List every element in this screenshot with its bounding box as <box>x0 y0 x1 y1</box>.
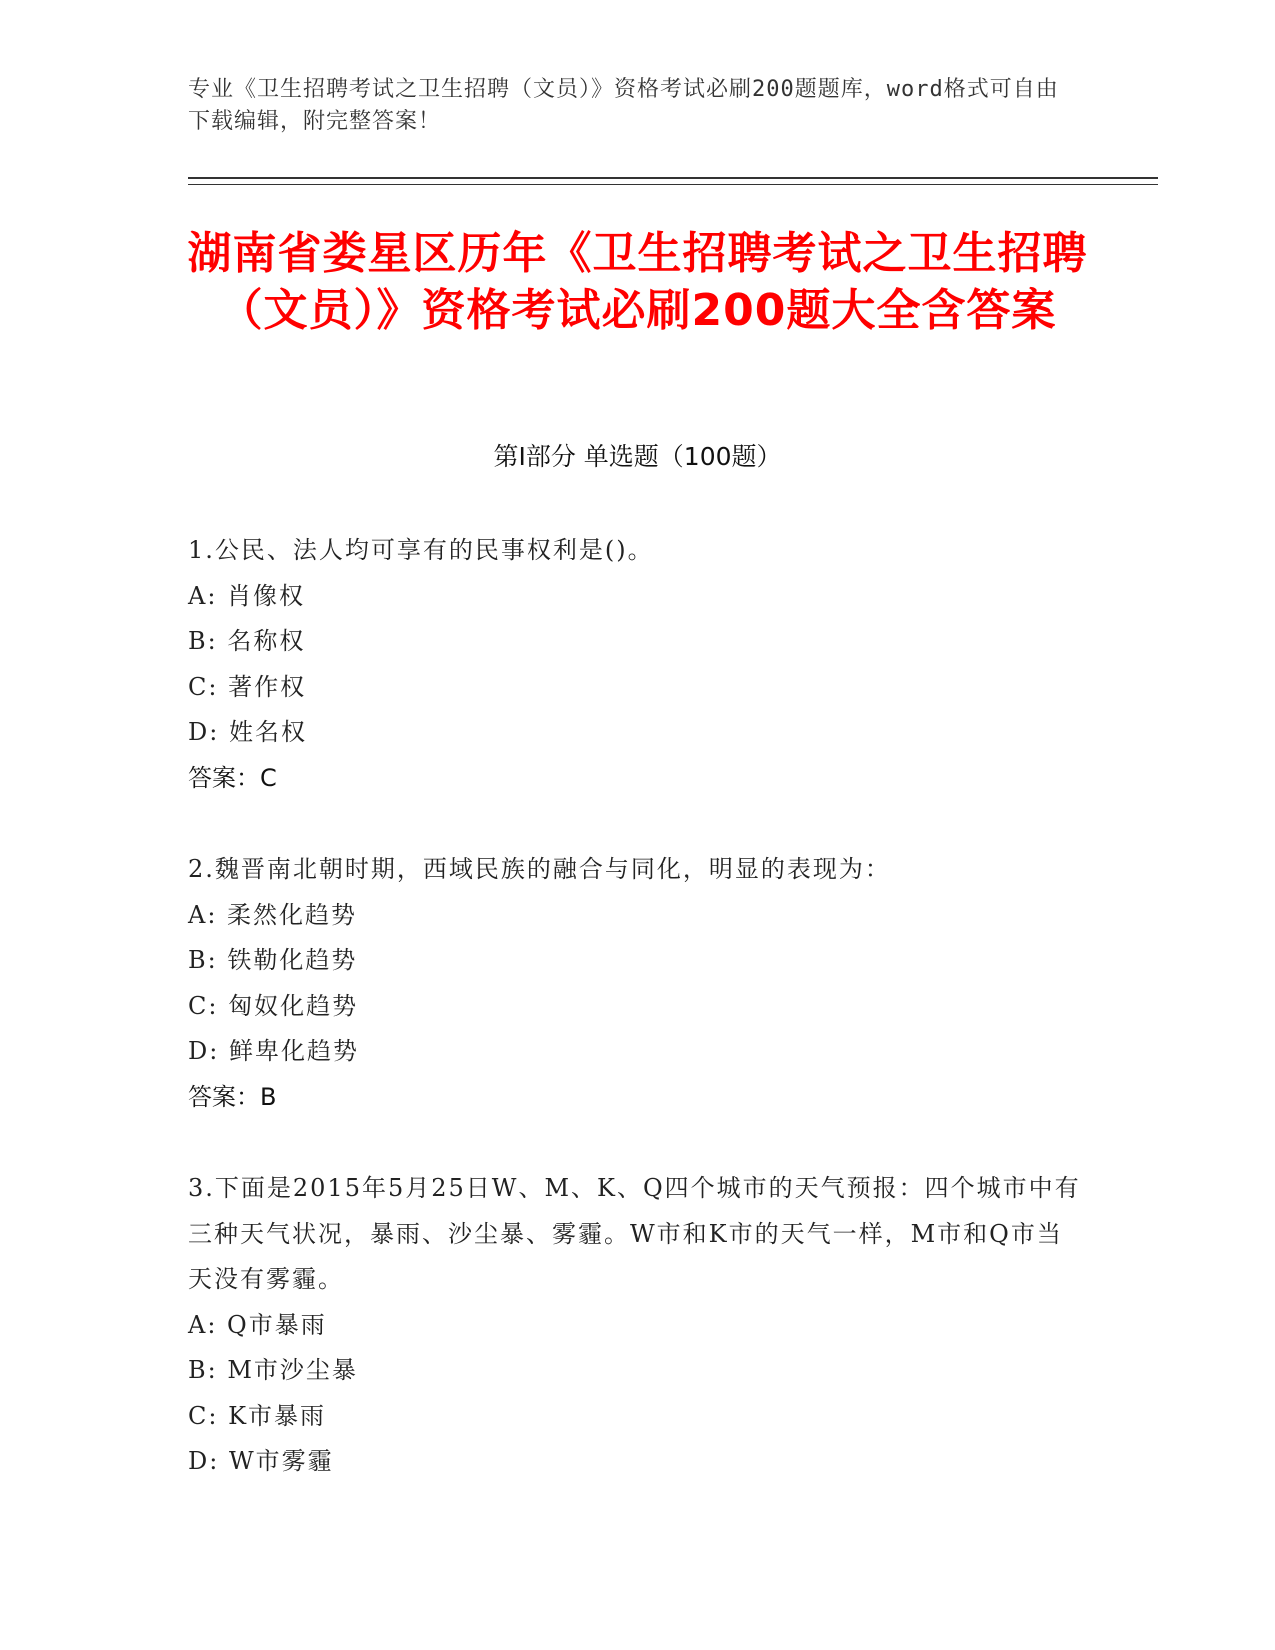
option-b: B: M市沙尘暴 <box>188 1356 358 1384</box>
document-title: 湖南省娄星区历年《卫生招聘考试之卫生招聘（文员）》资格考试必刷200题大全含答案 <box>187 228 1088 336</box>
option-a: A: 肖像权 <box>188 581 306 610</box>
option-a: A: 柔然化趋势 <box>188 900 358 929</box>
question-1 <box>188 528 1088 801</box>
question-stem: 1.公民、法人均可享有的民事权利是()。 <box>188 536 654 564</box>
question-3 <box>188 1166 1088 1485</box>
option-c: C: 匈奴化趋势 <box>188 991 359 1020</box>
option-c: C: 著作权 <box>188 672 307 701</box>
option-b: B: 铁勒化趋势 <box>188 946 358 974</box>
option-a: A: Q市暴雨 <box>188 1310 327 1339</box>
question-stem: 3.下面是2015年5月25日W、M、K、Q四个城市的天气预报：四个城市中有三种天气状况，暴雨、沙尘暴、雾霾。W市和K市的天气一样，M市和Q市当天没有雾霾。 <box>188 1174 1081 1293</box>
option-b: B: 名称权 <box>188 627 306 655</box>
header-note: 专业《卫生招聘考试之卫生招聘（文员）》资格考试必刷200题题库，word格式可自由下载编辑，附完整答案！ <box>188 77 1059 134</box>
question-stem: 2.魏晋南北朝时期，西域民族的融合与同化，明显的表现为： <box>188 855 891 883</box>
option-d: D: W市雾霾 <box>188 1447 334 1475</box>
header-divider-thin <box>188 184 1158 185</box>
question-2 <box>188 847 1088 1120</box>
answer-line: 答案：B <box>188 1082 277 1111</box>
section-title: 第Ⅰ部分 单选题（100题） <box>493 442 782 471</box>
option-d: D: 姓名权 <box>188 718 307 746</box>
answer-line: 答案：C <box>188 763 277 792</box>
question-list <box>188 528 1088 1531</box>
option-d: D: 鲜卑化趋势 <box>188 1037 359 1065</box>
header-divider-thick <box>188 177 1158 179</box>
option-c: C: K市暴雨 <box>188 1401 327 1430</box>
